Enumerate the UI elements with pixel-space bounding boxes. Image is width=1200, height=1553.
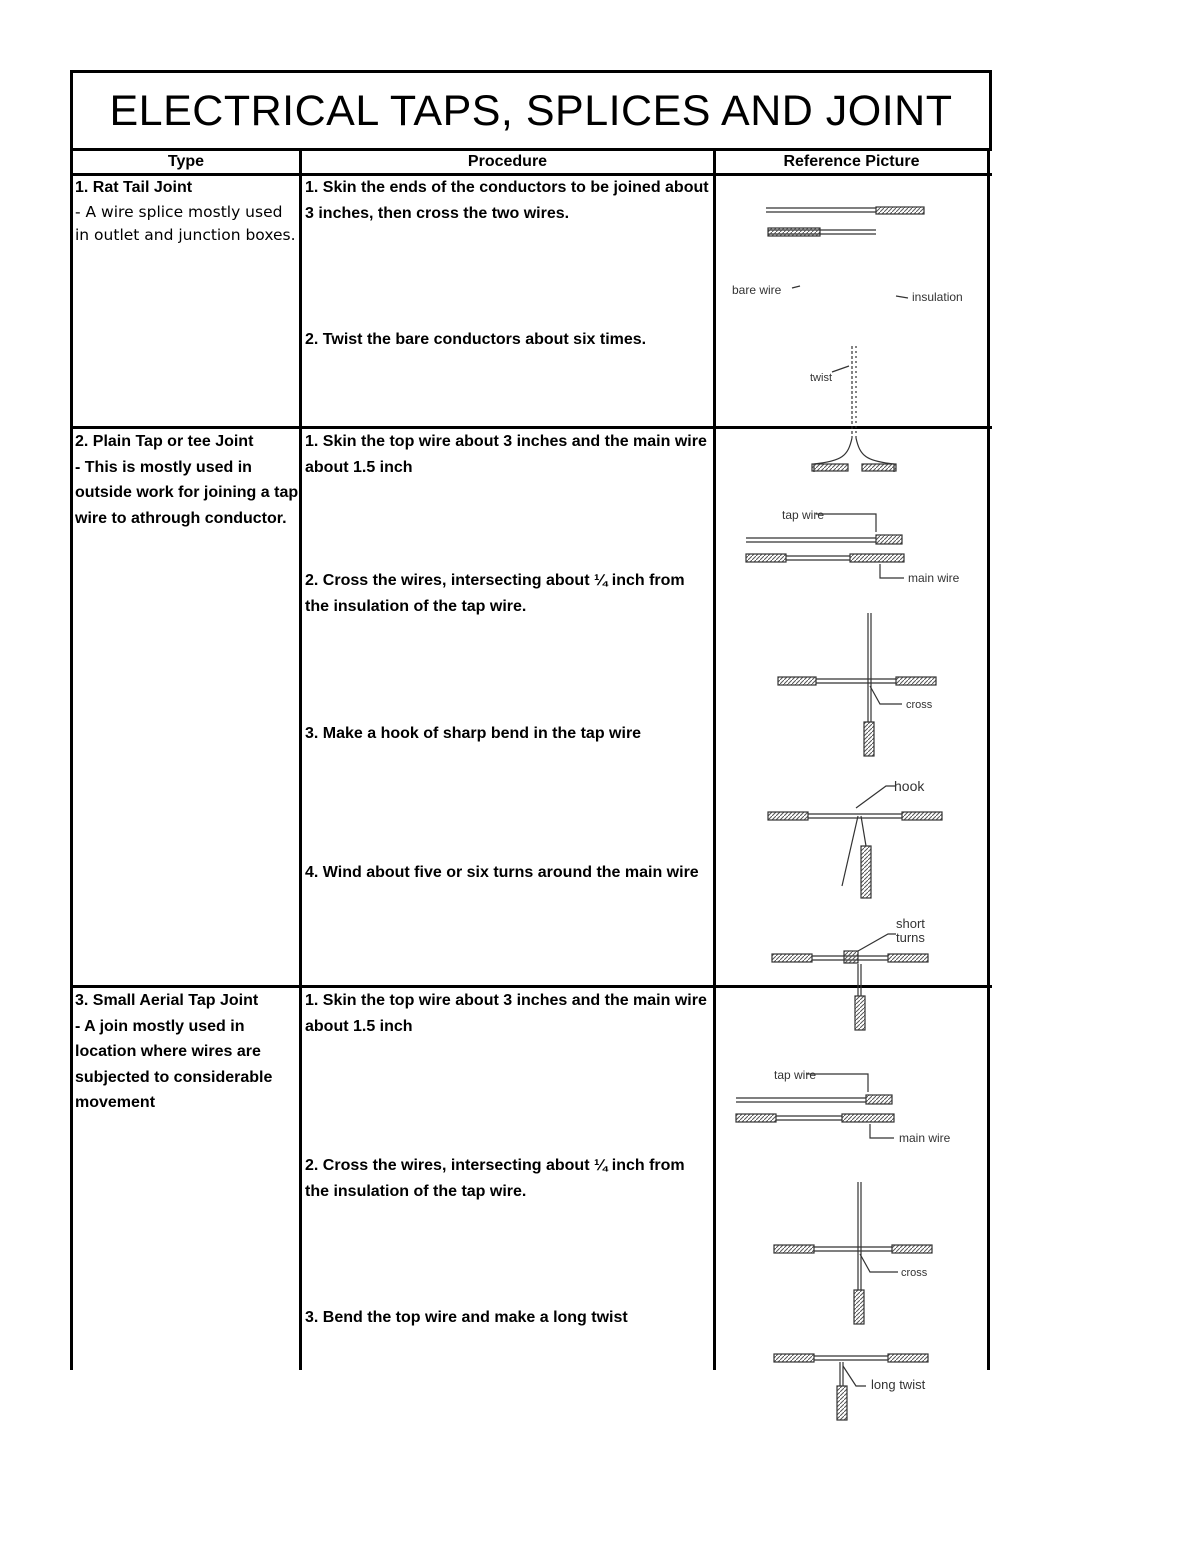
label-bare-wire: bare wire: [732, 283, 782, 297]
rat-tail-twisted-illustration: [812, 346, 896, 472]
label-insulation: insulation: [912, 290, 963, 304]
label-turns: turns: [896, 930, 925, 945]
row1-type-title: 1. Rat Tail Joint: [75, 179, 193, 196]
row2-step4: 4. Wind about five or six turns around the main wire: [305, 864, 699, 881]
label-tap-wire-2: tap wire: [774, 1068, 817, 1082]
label-hook: hook: [894, 778, 925, 794]
col-right-rule: [987, 150, 990, 1370]
header-type: Type: [167, 153, 205, 170]
label-short: short: [896, 916, 925, 931]
row1-type-cell: [75, 175, 300, 247]
row2-step2: 2. Cross the wires, intersecting about ¼ inch from the insulation of the tap wire.: [305, 572, 685, 615]
row3-step3: 3. Bend the top wire and make a long twist: [305, 1309, 628, 1326]
label-long-twist: long twist: [871, 1377, 926, 1392]
joints-table: [70, 70, 990, 1392]
row2-type-title: 2. Plain Tap or tee Joint: [75, 433, 254, 450]
label-main-wire-2: main wire: [899, 1131, 951, 1145]
row2-type-cell: [75, 429, 300, 531]
page-title: ELECTRICAL TAPS, SPLICES AND JOINT: [109, 87, 953, 135]
row3-step1: 1. Skin the top wire about 3 inches and the main wire about 1.5 inch: [305, 992, 707, 1035]
row3-type-cell: [75, 988, 300, 1116]
row1-type-desc: - A wire splice mostly used in outlet and junction boxes.: [75, 202, 296, 244]
row2-step1: 1. Skin the top wire about 3 inches and the main wire about 1.5 inch: [305, 433, 707, 476]
col-type-rule: [299, 150, 302, 1370]
label-cross-2: cross: [901, 1267, 928, 1279]
row3-type-desc: - A join mostly used in location where wires are subjected to considerable movement: [75, 1017, 273, 1111]
rat-tail-skinned-wires-illustration: [766, 207, 924, 236]
reference-pictures: [716, 176, 987, 1392]
label-twist: twist: [810, 372, 832, 384]
row2-step3: 3. Make a hook of sharp bend in the tap wire: [305, 725, 642, 742]
tee-cross-illustration: [778, 613, 936, 756]
header-reference: Reference Picture: [783, 153, 920, 170]
row1-step2: 2. Twist the bare conductors about six times.: [305, 331, 647, 348]
row3-step2: 2. Cross the wires, intersecting about ¼ inch from the insulation of the tap wire.: [305, 1157, 685, 1200]
row2-type-desc: - This is mostly used in outside work for joining a tap wire to athrough conductor.: [75, 458, 299, 527]
aerial-skinned-wires-illustration: [736, 1074, 894, 1138]
header-procedure: Procedure: [467, 153, 548, 170]
tee-short-turns-illustration: [772, 934, 928, 1030]
label-main-wire-1: main wire: [908, 571, 960, 585]
aerial-cross-illustration: [774, 1182, 932, 1324]
row3-type-title: 3. Small Aerial Tap Joint: [75, 992, 259, 1009]
tee-hook-illustration: [768, 786, 942, 898]
label-tap-wire-1: tap wire: [782, 508, 825, 522]
row1-step1: 1. Skin the ends of the conductors to be joined about 3 inches, then cross the two wires.: [305, 179, 709, 222]
col-left-rule: [70, 150, 73, 1370]
label-cross-1: cross: [906, 699, 933, 711]
tee-skinned-wires-illustration: [746, 514, 904, 578]
title-box: [70, 70, 992, 151]
